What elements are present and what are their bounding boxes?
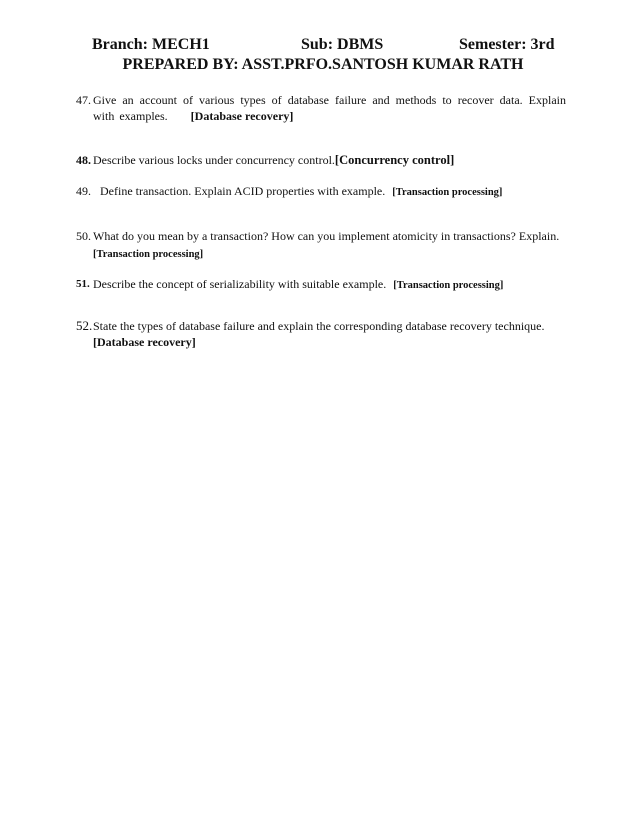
branch-label: Branch: MECH1 (92, 36, 210, 53)
question-text: Define transaction. Explain ACID properties with example. (100, 184, 386, 198)
question-text-block (93, 152, 566, 168)
question-text: Describe various locks under concurrency control. (93, 153, 335, 167)
question-text-block (93, 318, 566, 350)
question-text: Describe the concept of serializability with suitable example. (93, 277, 387, 291)
question-text: Give an account of various types of database failure and methods to recover data. Explain with examples. (93, 93, 566, 123)
question-text-block (93, 276, 566, 294)
question-50 (76, 228, 566, 263)
topic-tag: [Transaction processing] (93, 249, 204, 260)
question-47 (76, 92, 566, 124)
question-text-block (100, 183, 566, 201)
question-52 (76, 318, 566, 350)
topic-tag: [Transaction processing] (392, 187, 503, 198)
topic-tag: [Concurrency control] (334, 153, 455, 167)
question-49 (76, 183, 566, 201)
topic-tag: [Database recovery] (93, 335, 196, 349)
question-text: State the types of database failure and explain the corresponding database recovery technique. (93, 319, 545, 333)
question-text: What do you mean by a transaction? How can you implement atomicity in transactions? Explain. (93, 229, 560, 243)
question-number: 52. (76, 318, 93, 333)
topic-tag: [Database recovery] (190, 109, 294, 123)
question-number: 49. (76, 184, 91, 198)
subject-label: Sub: DBMS (301, 36, 384, 53)
question-51 (76, 276, 566, 294)
prepared-by-line: PREPARED BY: ASST.PRFO.SANTOSH KUMAR RATH (122, 56, 524, 73)
question-number: 47. (76, 93, 91, 107)
semester-label: Semester: 3rd (459, 36, 555, 53)
question-number: 51. (76, 278, 90, 290)
question-number: 50. (76, 229, 91, 243)
topic-tag: [Transaction processing] (393, 280, 504, 291)
question-number: 48. (76, 153, 91, 167)
question-text-block (93, 228, 566, 263)
question-48 (76, 152, 566, 168)
question-text-block (93, 92, 566, 124)
